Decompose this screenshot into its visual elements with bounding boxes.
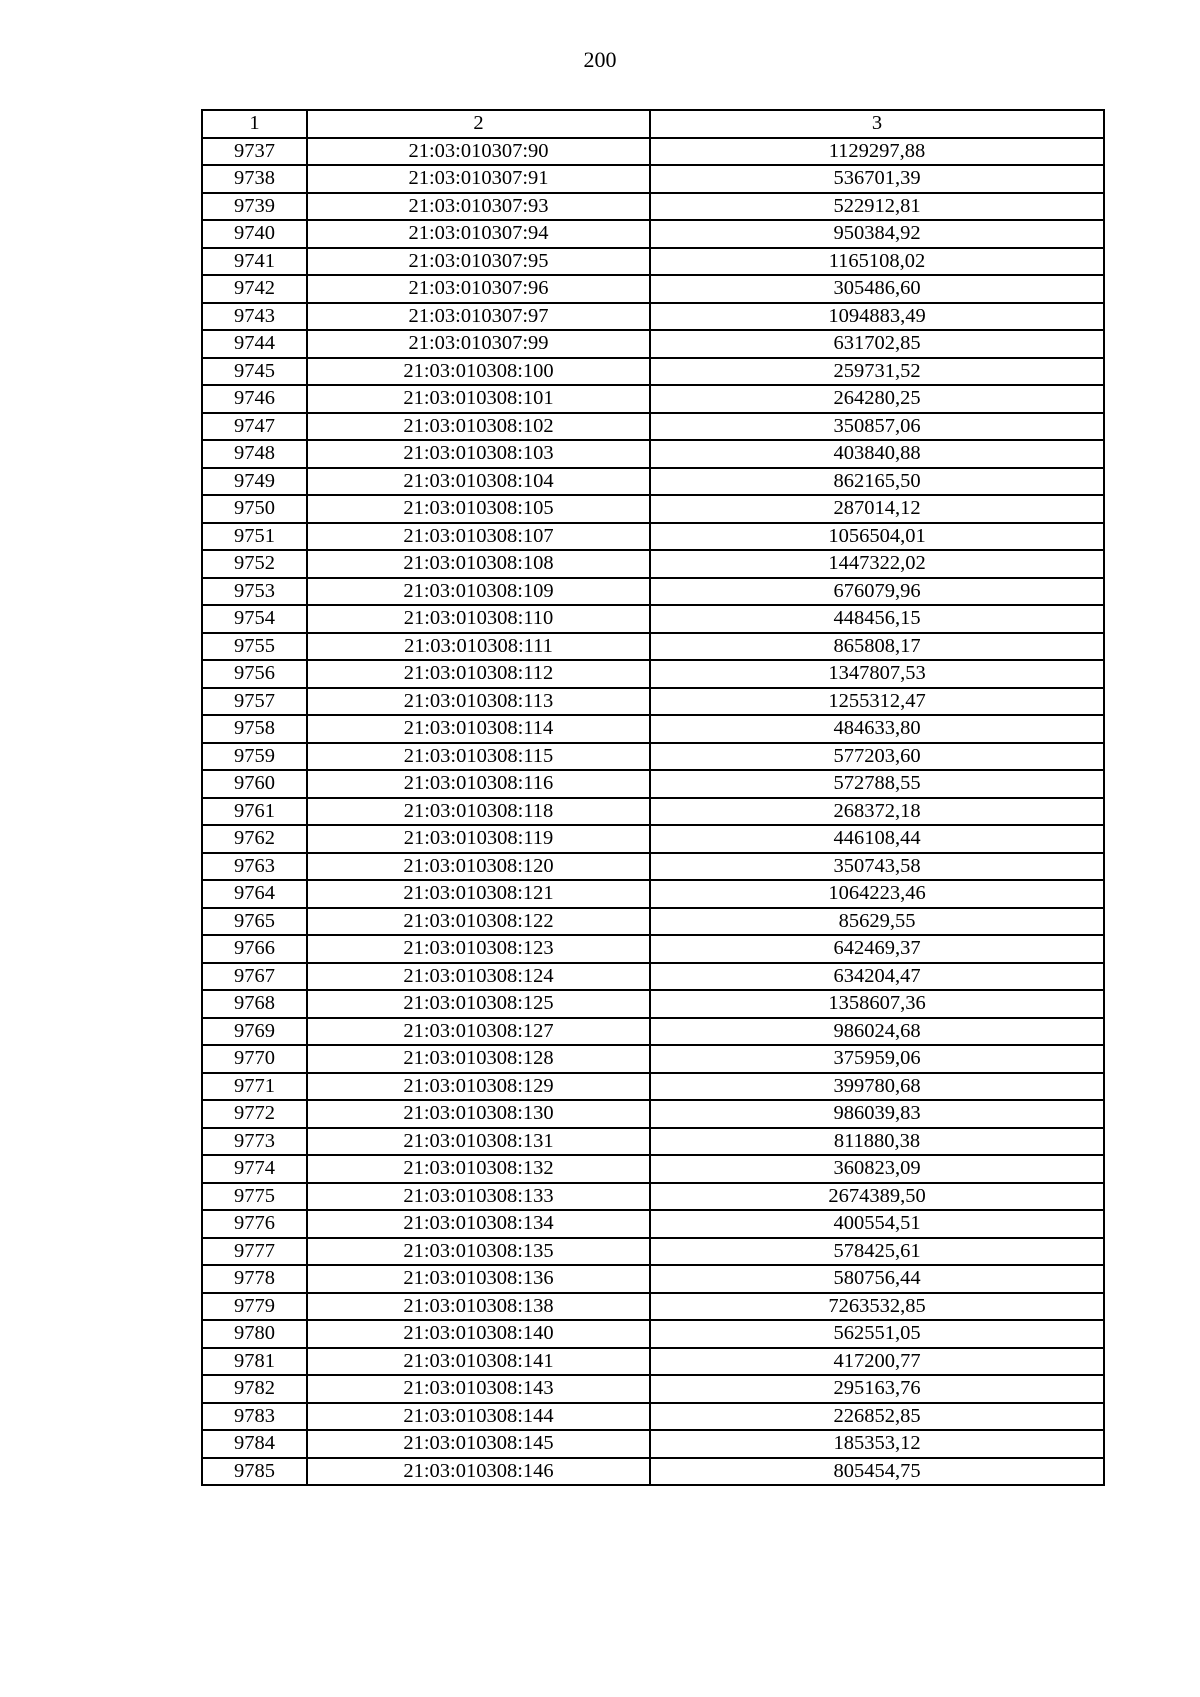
cadastral-number-cell: 21:03:010308:121 [307,880,650,908]
value-cell: 1358607,36 [650,990,1104,1018]
row-number-cell: 9755 [202,633,307,661]
value-cell: 7263532,85 [650,1293,1104,1321]
value-cell: 1094883,49 [650,303,1104,331]
row-number-cell: 9742 [202,275,307,303]
value-cell: 403840,88 [650,440,1104,468]
row-number-cell: 9756 [202,660,307,688]
table-row [202,358,1104,386]
cadastral-number-cell: 21:03:010308:131 [307,1128,650,1156]
row-number-cell: 9754 [202,605,307,633]
cadastral-number-cell: 21:03:010308:141 [307,1348,650,1376]
value-cell: 986039,83 [650,1100,1104,1128]
cadastral-number-cell: 21:03:010308:107 [307,523,650,551]
value-cell: 577203,60 [650,743,1104,771]
value-cell: 862165,50 [650,468,1104,496]
table-row [202,495,1104,523]
cadastral-number-cell: 21:03:010308:125 [307,990,650,1018]
table-row [202,440,1104,468]
cadastral-number-cell: 21:03:010308:132 [307,1155,650,1183]
row-number-cell: 9766 [202,935,307,963]
row-number-cell: 9768 [202,990,307,1018]
cadastral-number-cell: 21:03:010308:143 [307,1375,650,1403]
table-row [202,578,1104,606]
cadastral-number-cell: 21:03:010307:96 [307,275,650,303]
row-number-cell: 9784 [202,1430,307,1458]
value-cell: 634204,47 [650,963,1104,991]
row-number-cell: 9738 [202,165,307,193]
cadastral-number-cell: 21:03:010307:93 [307,193,650,221]
table-row [202,1265,1104,1293]
row-number-cell: 9761 [202,798,307,826]
table-row [202,633,1104,661]
row-number-cell: 9774 [202,1155,307,1183]
cadastral-number-cell: 21:03:010308:112 [307,660,650,688]
table-row [202,1458,1104,1486]
table-row [202,908,1104,936]
row-number-cell: 9764 [202,880,307,908]
value-cell: 1056504,01 [650,523,1104,551]
table-row [202,303,1104,331]
value-cell: 676079,96 [650,578,1104,606]
table-row [202,688,1104,716]
cadastral-number-cell: 21:03:010308:136 [307,1265,650,1293]
row-number-cell: 9780 [202,1320,307,1348]
page-number: 200 [583,47,617,72]
row-number-cell: 9748 [202,440,307,468]
cadastral-number-cell: 21:03:010308:127 [307,1018,650,1046]
cadastral-number-cell: 21:03:010308:105 [307,495,650,523]
row-number-cell: 9775 [202,1183,307,1211]
value-cell: 360823,09 [650,1155,1104,1183]
row-number-cell: 9749 [202,468,307,496]
value-cell: 986024,68 [650,1018,1104,1046]
cadastral-number-cell: 21:03:010308:134 [307,1210,650,1238]
table-row [202,138,1104,166]
row-number-cell: 9747 [202,413,307,441]
row-number-cell: 9750 [202,495,307,523]
value-cell: 1165108,02 [650,248,1104,276]
row-number-cell: 9741 [202,248,307,276]
value-cell: 522912,81 [650,193,1104,221]
table-row [202,1018,1104,1046]
column-header-1: 1 [202,110,307,138]
value-cell: 350743,58 [650,853,1104,881]
row-number-cell: 9739 [202,193,307,221]
value-cell: 446108,44 [650,825,1104,853]
row-number-cell: 9769 [202,1018,307,1046]
row-number-cell: 9746 [202,385,307,413]
cadastral-number-cell: 21:03:010308:138 [307,1293,650,1321]
table-row [202,220,1104,248]
cadastral-number-cell: 21:03:010308:100 [307,358,650,386]
row-number-cell: 9760 [202,770,307,798]
table-row [202,1375,1104,1403]
row-number-cell: 9752 [202,550,307,578]
cadastral-number-cell: 21:03:010308:128 [307,1045,650,1073]
value-cell: 1347807,53 [650,660,1104,688]
value-cell: 268372,18 [650,798,1104,826]
data-table [201,109,1105,1486]
cadastral-number-cell: 21:03:010308:116 [307,770,650,798]
table-row [202,825,1104,853]
table-row [202,1320,1104,1348]
row-number-cell: 9745 [202,358,307,386]
row-number-cell: 9782 [202,1375,307,1403]
value-cell: 259731,52 [650,358,1104,386]
row-number-cell: 9779 [202,1293,307,1321]
value-cell: 287014,12 [650,495,1104,523]
value-cell: 1255312,47 [650,688,1104,716]
table-row [202,853,1104,881]
value-cell: 631702,85 [650,330,1104,358]
cadastral-number-cell: 21:03:010308:123 [307,935,650,963]
table-row [202,1210,1104,1238]
table-row [202,1403,1104,1431]
cadastral-number-cell: 21:03:010308:101 [307,385,650,413]
cadastral-number-cell: 21:03:010308:122 [307,908,650,936]
table-row [202,1183,1104,1211]
value-cell: 85629,55 [650,908,1104,936]
value-cell: 950384,92 [650,220,1104,248]
value-cell: 1129297,88 [650,138,1104,166]
table-row [202,1073,1104,1101]
value-cell: 536701,39 [650,165,1104,193]
cadastral-number-cell: 21:03:010307:95 [307,248,650,276]
cadastral-number-cell: 21:03:010308:135 [307,1238,650,1266]
value-cell: 295163,76 [650,1375,1104,1403]
table-row [202,275,1104,303]
cadastral-number-cell: 21:03:010308:144 [307,1403,650,1431]
table-row [202,1155,1104,1183]
row-number-cell: 9740 [202,220,307,248]
cadastral-number-cell: 21:03:010307:99 [307,330,650,358]
table-header [202,110,1104,138]
row-number-cell: 9743 [202,303,307,331]
table-row [202,1430,1104,1458]
cadastral-number-cell: 21:03:010308:119 [307,825,650,853]
table-row [202,1238,1104,1266]
value-cell: 400554,51 [650,1210,1104,1238]
value-cell: 1064223,46 [650,880,1104,908]
row-number-cell: 9763 [202,853,307,881]
table-row [202,385,1104,413]
table-row [202,165,1104,193]
value-cell: 484633,80 [650,715,1104,743]
table-row [202,963,1104,991]
table-row [202,1045,1104,1073]
table-row [202,715,1104,743]
value-cell: 2674389,50 [650,1183,1104,1211]
row-number-cell: 9781 [202,1348,307,1376]
column-header-3: 3 [650,110,1104,138]
cadastral-number-cell: 21:03:010308:113 [307,688,650,716]
table-row [202,550,1104,578]
value-cell: 417200,77 [650,1348,1104,1376]
value-cell: 264280,25 [650,385,1104,413]
row-number-cell: 9771 [202,1073,307,1101]
table-row [202,880,1104,908]
row-number-cell: 9765 [202,908,307,936]
table-row [202,330,1104,358]
row-number-cell: 9776 [202,1210,307,1238]
table-row [202,605,1104,633]
cadastral-number-cell: 21:03:010308:110 [307,605,650,633]
value-cell: 350857,06 [650,413,1104,441]
cadastral-number-cell: 21:03:010308:108 [307,550,650,578]
cadastral-number-cell: 21:03:010308:145 [307,1430,650,1458]
row-number-cell: 9744 [202,330,307,358]
table-row [202,935,1104,963]
table-row [202,1293,1104,1321]
cadastral-number-cell: 21:03:010308:103 [307,440,650,468]
table-row [202,1348,1104,1376]
table-row [202,193,1104,221]
row-number-cell: 9777 [202,1238,307,1266]
table-row [202,523,1104,551]
cadastral-number-cell: 21:03:010307:90 [307,138,650,166]
cadastral-number-cell: 21:03:010307:94 [307,220,650,248]
value-cell: 375959,06 [650,1045,1104,1073]
value-cell: 865808,17 [650,633,1104,661]
value-cell: 562551,05 [650,1320,1104,1348]
column-header-2: 2 [307,110,650,138]
cadastral-number-cell: 21:03:010308:140 [307,1320,650,1348]
cadastral-number-cell: 21:03:010307:97 [307,303,650,331]
cadastral-number-cell: 21:03:010308:102 [307,413,650,441]
header-row [202,110,1104,138]
value-cell: 448456,15 [650,605,1104,633]
value-cell: 305486,60 [650,275,1104,303]
row-number-cell: 9772 [202,1100,307,1128]
value-cell: 811880,38 [650,1128,1104,1156]
cadastral-number-cell: 21:03:010308:130 [307,1100,650,1128]
table-row [202,770,1104,798]
table-row [202,798,1104,826]
cadastral-number-cell: 21:03:010308:115 [307,743,650,771]
value-cell: 399780,68 [650,1073,1104,1101]
cadastral-number-cell: 21:03:010308:124 [307,963,650,991]
row-number-cell: 9773 [202,1128,307,1156]
table-row [202,1100,1104,1128]
row-number-cell: 9785 [202,1458,307,1486]
cadastral-number-cell: 21:03:010308:114 [307,715,650,743]
table-row [202,468,1104,496]
value-cell: 805454,75 [650,1458,1104,1486]
row-number-cell: 9751 [202,523,307,551]
table-row [202,660,1104,688]
row-number-cell: 9757 [202,688,307,716]
row-number-cell: 9753 [202,578,307,606]
row-number-cell: 9767 [202,963,307,991]
cadastral-number-cell: 21:03:010308:133 [307,1183,650,1211]
cadastral-number-cell: 21:03:010308:109 [307,578,650,606]
value-cell: 642469,37 [650,935,1104,963]
value-cell: 226852,85 [650,1403,1104,1431]
cadastral-number-cell: 21:03:010308:111 [307,633,650,661]
value-cell: 580756,44 [650,1265,1104,1293]
row-number-cell: 9758 [202,715,307,743]
row-number-cell: 9778 [202,1265,307,1293]
value-cell: 1447322,02 [650,550,1104,578]
cadastral-number-cell: 21:03:010308:118 [307,798,650,826]
table-row [202,248,1104,276]
row-number-cell: 9737 [202,138,307,166]
value-cell: 578425,61 [650,1238,1104,1266]
value-cell: 572788,55 [650,770,1104,798]
cadastral-number-cell: 21:03:010308:129 [307,1073,650,1101]
cadastral-number-cell: 21:03:010308:146 [307,1458,650,1486]
table-row [202,413,1104,441]
row-number-cell: 9762 [202,825,307,853]
cadastral-number-cell: 21:03:010307:91 [307,165,650,193]
row-number-cell: 9770 [202,1045,307,1073]
table-row [202,1128,1104,1156]
cadastral-number-cell: 21:03:010308:120 [307,853,650,881]
value-cell: 185353,12 [650,1430,1104,1458]
table-row [202,743,1104,771]
table-row [202,990,1104,1018]
row-number-cell: 9759 [202,743,307,771]
row-number-cell: 9783 [202,1403,307,1431]
table-body [202,138,1104,1486]
cadastral-number-cell: 21:03:010308:104 [307,468,650,496]
